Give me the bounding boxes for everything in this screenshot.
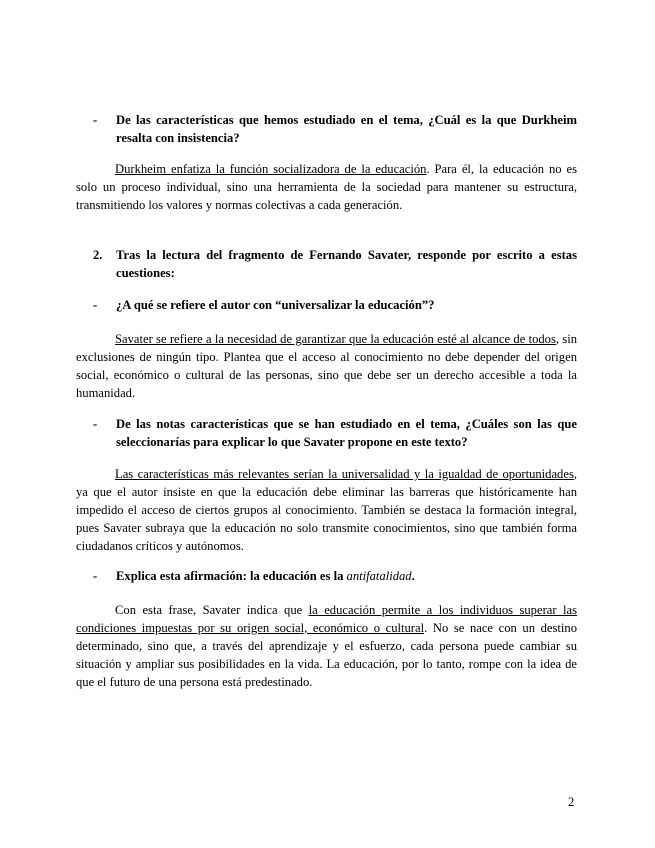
- answer-text: , sin exclusiones de ningún tipo. Plantea que el acceso al conocimiento no debe depender del origen social, económico o cultural de las personas, sino que debe ser un derecho accesible a toda la humanidad.: [76, 332, 577, 400]
- answer-text: , ya que el autor insiste en que la educación debe eliminar las barreras que históricamente han impedido el acceso de ciertos grupos al conocimiento. También se destaca la formación integral, pues Savater subraya que la educación no solo transmite conocimientos, sino que también forma ciudadanos críticos y autónomos.: [76, 467, 577, 553]
- bullet-dash: -: [93, 417, 98, 431]
- page-number: 2: [568, 795, 575, 809]
- answer-notas: [76, 465, 577, 555]
- answer-underlined: Savater se refiere a la necesidad de garantizar que la educación esté al alcance de todos: [115, 332, 556, 346]
- answer-durkheim: [76, 160, 577, 214]
- bullet-dash: -: [93, 298, 98, 312]
- section-number: 2.: [93, 248, 103, 262]
- question-text: ¿A qué se refiere el autor con “universalizar la educación”?: [116, 298, 435, 312]
- question-durkheim: [93, 111, 577, 147]
- question-text: De las características que hemos estudiado en el tema, ¿Cuál es la que Durkheim resalta con insistencia?: [116, 113, 577, 145]
- question-notas: [93, 415, 577, 451]
- answer-underlined: Las características más relevantes serían la universalidad y la igualdad de oportunidades: [115, 467, 574, 481]
- answer-text: . Para él, la educación no es solo un proceso individual, sino una herramienta de la sociedad para mantener su estructura, transmitiendo los valores y normas colectivas a cada generación.: [76, 162, 577, 212]
- question-text: [116, 567, 577, 585]
- answer-universalizar: [76, 330, 577, 402]
- question-antifatalidad: [93, 567, 577, 585]
- question-universalizar: [93, 296, 577, 314]
- answer-underlined: la educación permite a los individuos superar las condiciones impuestas por su origen social, económico o cultural: [76, 603, 577, 635]
- bullet-dash: -: [93, 113, 98, 127]
- question-text: De las notas características que se han estudiado en el tema, ¿Cuáles son las que seleccionarías para explicar lo que Savater propone en este texto?: [116, 417, 577, 449]
- answer-lead: Con esta frase, Savater indica que: [115, 603, 309, 617]
- question-italic-term: antifatalidad: [346, 569, 412, 583]
- question-text-after: .: [411, 569, 415, 583]
- answer-antifatalidad: [76, 601, 577, 691]
- section-2-heading: [93, 246, 577, 282]
- question-text-before: Explica esta afirmación: la educación es la: [116, 569, 347, 583]
- bullet-dash: -: [93, 569, 98, 583]
- answer-underlined: Durkheim enfatiza la función socializadora de la educación: [115, 162, 427, 176]
- answer-text: . No se nace con un destino determinado, sino que, a través del aprendizaje y el esfuerzo, cada persona puede cambiar su situación y ampliar sus posibilidades en la vida. La educación, por lo tanto, rompe con la idea de que el futuro de una persona está predestinado.: [76, 621, 577, 689]
- section-text: Tras la lectura del fragmento de Fernando Savater, responde por escrito a estas cuestiones:: [116, 248, 577, 280]
